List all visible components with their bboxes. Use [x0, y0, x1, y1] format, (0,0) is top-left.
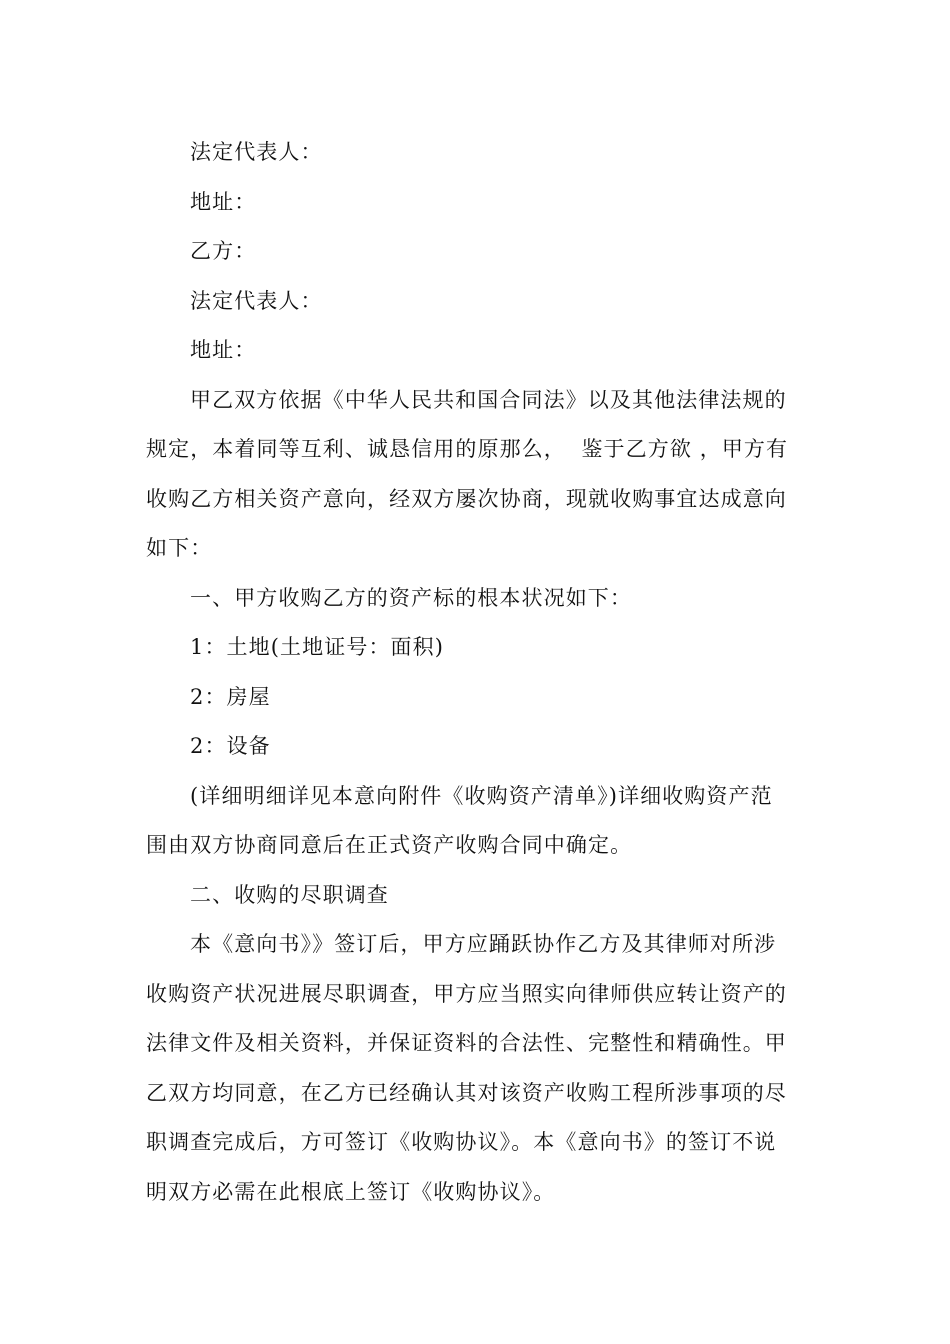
section-heading: 一、甲方收购乙方的资产标的根本状况如下： — [190, 585, 632, 610]
document-body — [146, 128, 811, 1217]
paragraph-line: 地址： — [190, 338, 257, 362]
paragraph-line: 规定，本着同等互利、诚恳信用的原那么， 鉴于乙方欲 ，甲方有 — [146, 437, 789, 461]
paragraph-line: 职调查完成后，方可签订《收购协议》。本《意向书》的签订不说 — [146, 1130, 777, 1154]
paragraph-line: 法定代表人： — [190, 140, 323, 164]
paragraph-line: 乙双方均同意，在乙方已经确认其对该资产收购工程所涉事项的尽 — [146, 1080, 787, 1105]
paragraph-line: 地址： — [190, 189, 257, 214]
list-item: 1：土地(土地证号：面积) — [190, 635, 445, 659]
list-item: 2：房屋 — [190, 684, 271, 709]
paragraph-line: 收购乙方相关资产意向，经双方屡次协商，现就收购事宜达成意向 — [146, 486, 787, 511]
paragraph-line: 围由双方协商同意后在正式资产收购合同中确定。 — [146, 833, 633, 857]
paragraph-line: 法律文件及相关资料，并保证资料的合法性、完整性和精确性。甲 — [146, 1031, 787, 1055]
paragraph-line: 收购资产状况进展尽职调查，甲方应当照实向律师供应转让资产的 — [146, 981, 787, 1006]
list-item: 2：设备 — [190, 734, 271, 758]
paragraph-line: (详细明细详见本意向附件《收购资产清单》)详细收购资产范 — [190, 783, 773, 808]
paragraph-line: 乙方： — [190, 239, 257, 263]
paragraph-line: 甲乙双方依据《中华人民共和国合同法》以及其他法律法规的 — [190, 387, 787, 412]
paragraph-line: 本《意向书》》签订后，甲方应踊跃协作乙方及其律师对所涉 — [190, 932, 777, 956]
paragraph-line: 法定代表人： — [190, 288, 323, 313]
section-heading: 二、收购的尽职调查 — [190, 882, 389, 907]
paragraph-line: 如下： — [146, 536, 213, 560]
paragraph-line: 明双方必需在此根底上签订《收购协议》。 — [146, 1179, 556, 1204]
